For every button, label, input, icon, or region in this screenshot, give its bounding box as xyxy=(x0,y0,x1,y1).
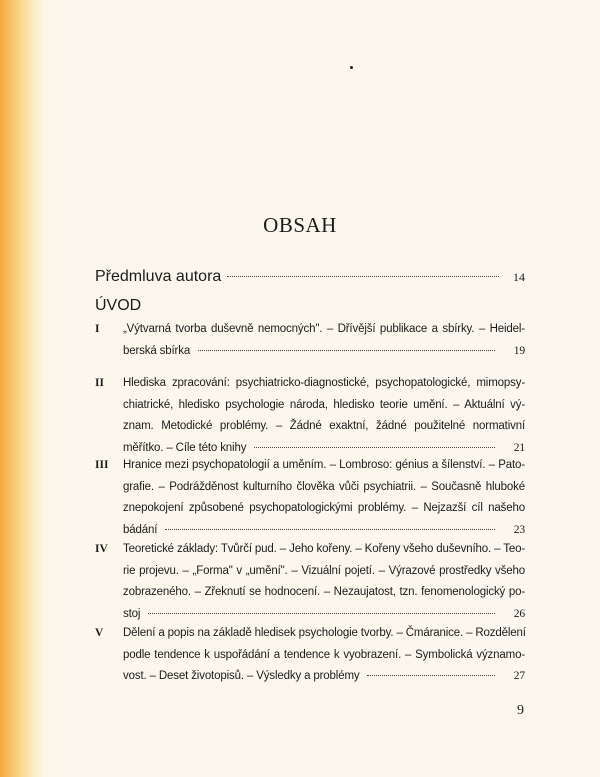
chapter-text-line: Hlediska zpracování: psychiatricko-diagnostické, psychopatologické, mimopsy- xyxy=(123,377,525,389)
page-title: OBSAH xyxy=(263,213,337,237)
dot-leader xyxy=(148,613,495,614)
chapter-text-line: bádání xyxy=(123,523,158,536)
chapter-text-line: grafie. – Podrážděnost kulturního člověka vůči psychiatrii. – Současně hluboké xyxy=(123,480,525,493)
chapter-number: I xyxy=(95,323,100,335)
toc-page-number: 21 xyxy=(513,441,525,454)
chapter-text-line: znepokojení způsobené psychopatologickými problémy. – Nejzazší cíl našeho xyxy=(123,502,525,514)
toc-entry-label: Předmluva autora xyxy=(95,268,222,285)
chapter-number: III xyxy=(95,459,109,471)
chapter-text-line: chiatrické, hledisko psychologie národa, hledisko teorie umění. – Aktuální vý- xyxy=(123,398,525,411)
toc-page-number: 27 xyxy=(513,670,525,682)
dot-leader xyxy=(198,350,495,351)
chapter-text-line: zobrazeného. – Zřeknutí se hodnocení. – Nezaujatost, tzn. fenomenologický po- xyxy=(123,586,525,598)
chapter-text-line: Teoretické základy: Tvůrčí pud. – Jeho kořeny. – Kořeny všeho duševního. – Teo- xyxy=(123,543,525,555)
chapter-text-line: berská sbírka xyxy=(123,344,191,357)
page-folio-number: 9 xyxy=(517,703,524,718)
chapter-text-line: Hranice mezi psychopatologií a uměním. – Lombroso: génius a šílenství. – Pato- xyxy=(123,459,525,471)
chapter-text-line: stoj xyxy=(123,607,141,620)
toc-page-number: 23 xyxy=(513,523,525,536)
dot-leader xyxy=(165,529,495,530)
chapter-text-line: „Výtvarná tvorba duševně nemocných". – Dřívější publikace a sbírky. – Heidel- xyxy=(123,323,525,335)
dot-leader xyxy=(367,675,495,676)
chapter-text-line: vost. – Deset životopisů. – Výsledky a problémy xyxy=(123,670,360,682)
toc-page-number: 14 xyxy=(513,270,525,284)
chapter-number: II xyxy=(95,377,104,389)
chapter-text-line: podle tendence k uspořádání a tendence k vyobrazení. – Symbolická významo- xyxy=(123,648,525,661)
toc-page-number: 26 xyxy=(513,607,525,620)
dot-leader xyxy=(254,447,495,448)
toc-entry-preface xyxy=(95,268,525,286)
chapter-number: IV xyxy=(95,543,108,555)
chapter-text-line: Dělení a popis na základě hledisek psychologie tvorby. – Čmáranice. – Rozdělení xyxy=(123,627,526,639)
chapter-number: V xyxy=(95,627,104,639)
section-heading: ÚVOD xyxy=(95,297,142,314)
chapter-text-line: měřítko. – Cíle této knihy xyxy=(123,441,247,454)
chapter-text-line: rie projevu. – „Forma" v „umění". – Vizuální pojetí. – Výrazové prostředky všeho xyxy=(123,564,525,577)
toc-page-number: 19 xyxy=(513,344,525,357)
chapter-text-line: znam. Metodické problémy. – Žádné exaktní, žádné použitelné normativní xyxy=(123,420,525,432)
dot-leader xyxy=(227,276,499,277)
ink-speck xyxy=(350,66,353,69)
